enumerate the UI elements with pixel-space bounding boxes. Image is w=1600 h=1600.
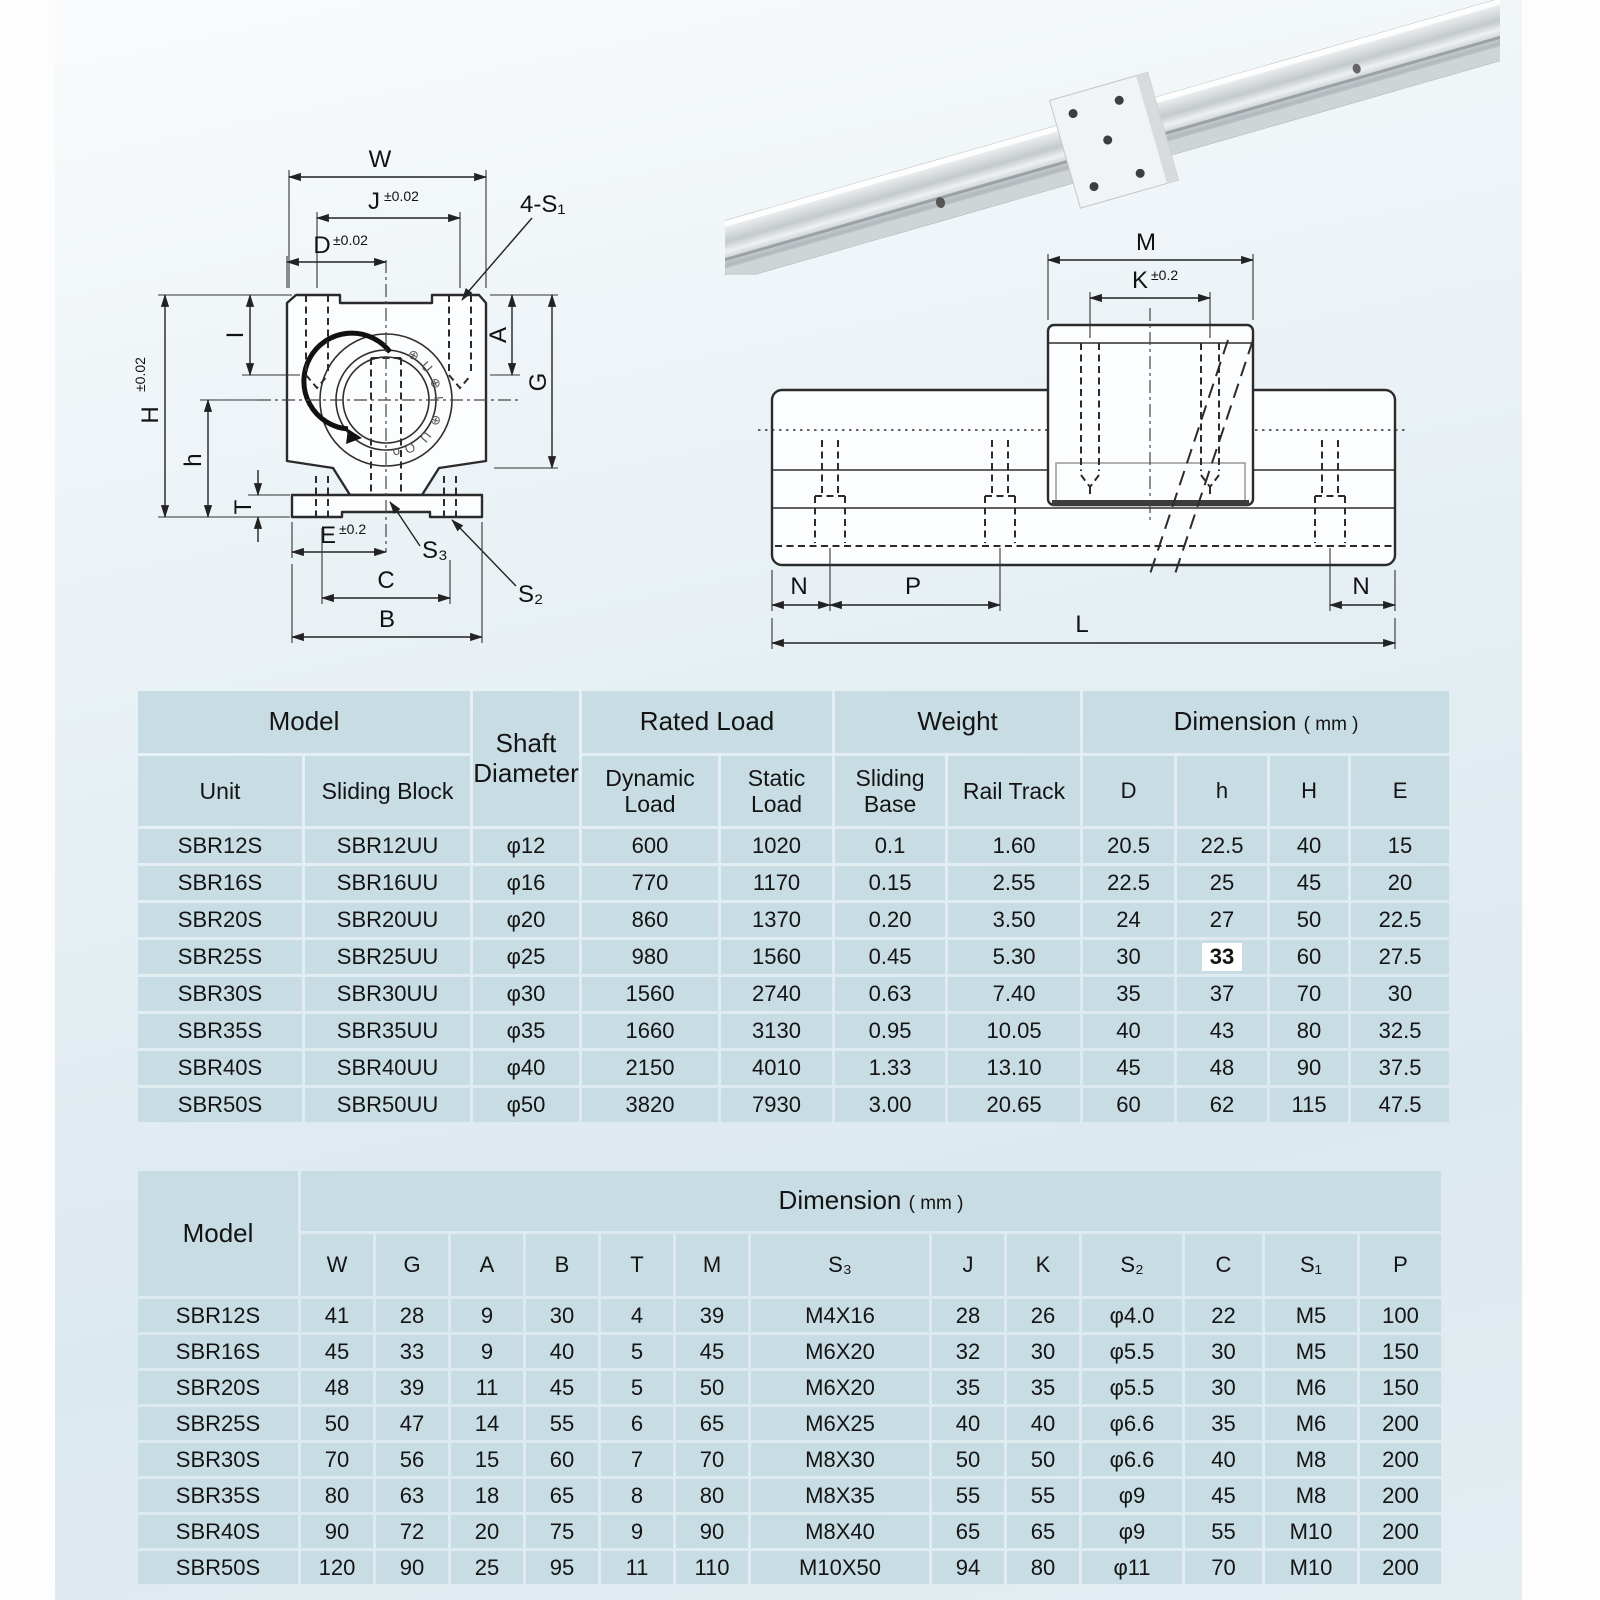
value-cell: 40: [1083, 1014, 1174, 1048]
value-cell: φ11: [1082, 1551, 1182, 1584]
dim-label-B: B: [378, 606, 396, 633]
value-cell: 20.65: [948, 1088, 1080, 1122]
model-cell: SBR12S: [138, 1299, 298, 1332]
value-cell: φ35: [473, 1014, 579, 1048]
value-cell: 40: [1270, 829, 1348, 863]
value-cell: 24: [1083, 903, 1174, 937]
col-header-static-load: Static Load: [721, 756, 832, 826]
value-cell: SBR25UU: [305, 940, 470, 974]
model-cell: SBR20S: [138, 1371, 298, 1404]
model-cell: SBR25S: [138, 940, 302, 974]
value-cell: 20: [1351, 866, 1449, 900]
value-cell: 2150: [582, 1051, 718, 1085]
value-cell: M6: [1265, 1371, 1357, 1404]
value-cell: 45: [676, 1335, 748, 1368]
value-cell: 90: [676, 1515, 748, 1548]
value-cell: 1.60: [948, 829, 1080, 863]
col-header-G: G: [376, 1234, 448, 1296]
svg-text:⊕: ⊕: [405, 345, 422, 364]
value-cell: 47: [376, 1407, 448, 1440]
front-view-drawing: [100, 120, 645, 665]
value-cell: 50: [1007, 1443, 1079, 1476]
value-cell: 1660: [582, 1014, 718, 1048]
svg-text:o: o: [391, 444, 403, 461]
col-header-W: W: [301, 1234, 373, 1296]
model-cell: SBR16S: [138, 1335, 298, 1368]
value-cell: 11: [601, 1551, 673, 1584]
table-row: [138, 1014, 1449, 1048]
value-cell: 6: [601, 1407, 673, 1440]
value-cell: M5: [1265, 1335, 1357, 1368]
value-cell: 39: [376, 1371, 448, 1404]
sub-header-row: [138, 1234, 1441, 1296]
dim-label-L: L: [1075, 611, 1089, 638]
value-cell: M6: [1265, 1407, 1357, 1440]
dim-tol-D: ±0.02: [333, 232, 368, 248]
value-cell: M10: [1265, 1551, 1357, 1584]
dimension-unit-label: ( mm ): [908, 1193, 964, 1215]
value-cell: 75: [526, 1515, 598, 1548]
sliding-block-photo: [1050, 72, 1179, 208]
value-cell: 80: [301, 1479, 373, 1512]
value-cell: 70: [1185, 1551, 1262, 1584]
value-cell: 770: [582, 866, 718, 900]
value-cell: 80: [1270, 1014, 1348, 1048]
model-cell: SBR50S: [138, 1088, 302, 1122]
value-cell: SBR30UU: [305, 977, 470, 1011]
value-cell: M8X40: [751, 1515, 929, 1548]
value-cell: φ25: [473, 940, 579, 974]
value-cell: 50: [676, 1371, 748, 1404]
value-cell: M8: [1265, 1443, 1357, 1476]
dim-label-J: J: [368, 188, 380, 215]
dim-label-N-left: N: [790, 573, 808, 600]
value-cell: 1370: [721, 903, 832, 937]
group-header-row: [138, 691, 1449, 753]
value-cell: 70: [301, 1443, 373, 1476]
value-cell: 115: [1270, 1088, 1348, 1122]
value-cell: 70: [676, 1443, 748, 1476]
value-cell: 50: [1270, 903, 1348, 937]
value-cell: 94: [932, 1551, 1004, 1584]
value-cell: M6X25: [751, 1407, 929, 1440]
value-cell: φ16: [473, 866, 579, 900]
col-header-T: T: [601, 1234, 673, 1296]
model-cell: SBR35S: [138, 1479, 298, 1512]
group-header-row: [138, 1171, 1441, 1231]
value-cell: 11: [451, 1371, 523, 1404]
value-cell: 30: [1083, 940, 1174, 974]
value-cell: 7.40: [948, 977, 1080, 1011]
dimension-unit-label: ( mm ): [1303, 714, 1359, 736]
value-cell: 3.50: [948, 903, 1080, 937]
value-cell: 65: [676, 1407, 748, 1440]
value-cell: 3820: [582, 1088, 718, 1122]
weight-group-header: Weight: [835, 691, 1080, 753]
block-base-outline: [292, 495, 482, 517]
model-cell: SBR16S: [138, 866, 302, 900]
table-row: [138, 1407, 1441, 1440]
side-view-drawing: [750, 228, 1510, 658]
model-cell: SBR12S: [138, 829, 302, 863]
value-cell: 37: [1177, 977, 1267, 1011]
value-cell: 2740: [721, 977, 832, 1011]
value-cell: 22.5: [1083, 866, 1174, 900]
value-cell: 25: [451, 1551, 523, 1584]
value-cell: 0.63: [835, 977, 945, 1011]
dim-label-H: H: [137, 406, 164, 424]
model-cell: SBR25S: [138, 1407, 298, 1440]
spec-table: [135, 688, 1452, 1125]
col-header-dynamic-load: Dynamic Load: [582, 756, 718, 826]
table-row: [138, 1335, 1441, 1368]
value-cell: M4X16: [751, 1299, 929, 1332]
value-cell: 200: [1360, 1515, 1441, 1548]
value-cell: 15: [451, 1443, 523, 1476]
value-cell: 48: [301, 1371, 373, 1404]
value-cell: 55: [1185, 1515, 1262, 1548]
table-row: [138, 1515, 1441, 1548]
value-cell: 8: [601, 1479, 673, 1512]
value-cell: 27: [1177, 903, 1267, 937]
value-cell: 1020: [721, 829, 832, 863]
table-row: [138, 1371, 1441, 1404]
value-cell: 20: [451, 1515, 523, 1548]
value-cell: 90: [301, 1515, 373, 1548]
table-row: [138, 1551, 1441, 1584]
dim-label-S2: S₂: [518, 581, 544, 608]
value-cell: 48: [1177, 1051, 1267, 1085]
dim-label-N-right: N: [1352, 573, 1370, 600]
value-cell: 50: [301, 1407, 373, 1440]
value-cell: 4: [601, 1299, 673, 1332]
value-cell: 55: [1007, 1479, 1079, 1512]
table-row: [138, 977, 1449, 1011]
value-cell: 0.95: [835, 1014, 945, 1048]
dim-label-A: A: [485, 326, 512, 344]
value-cell: 150: [1360, 1371, 1441, 1404]
value-cell: 150: [1360, 1335, 1441, 1368]
value-cell: 40: [1007, 1407, 1079, 1440]
value-cell: 37.5: [1351, 1051, 1449, 1085]
value-cell: 72: [376, 1515, 448, 1548]
table-row: [138, 940, 1449, 974]
value-cell: φ12: [473, 829, 579, 863]
col-header-h: h: [1177, 756, 1267, 826]
value-cell: 35: [932, 1371, 1004, 1404]
dim-label-4-S1: 4-S₁: [520, 191, 566, 218]
table-row: [138, 903, 1449, 937]
patched-value: 33: [1202, 943, 1242, 970]
dim-label-S3: S₃: [422, 537, 448, 564]
value-cell: 60: [526, 1443, 598, 1476]
value-cell: SBR16UU: [305, 866, 470, 900]
value-cell: 30: [1007, 1335, 1079, 1368]
value-cell: SBR12UU: [305, 829, 470, 863]
value-cell: 45: [301, 1335, 373, 1368]
value-cell: 45: [1083, 1051, 1174, 1085]
value-cell: 0.20: [835, 903, 945, 937]
svg-text:U: U: [418, 358, 436, 376]
model-group-header: Model: [138, 691, 470, 753]
value-cell: 980: [582, 940, 718, 974]
value-cell: 55: [932, 1479, 1004, 1512]
dimension-group-header: [1083, 691, 1449, 753]
value-cell: 22.5: [1351, 903, 1449, 937]
value-cell: 120: [301, 1551, 373, 1584]
value-cell: 33: [376, 1335, 448, 1368]
value-cell: 60: [1083, 1088, 1174, 1122]
value-cell: φ6.6: [1082, 1443, 1182, 1476]
value-cell: M10: [1265, 1515, 1357, 1548]
value-cell: 30: [1351, 977, 1449, 1011]
value-cell: φ9: [1082, 1479, 1182, 1512]
value-cell: 22: [1185, 1299, 1262, 1332]
value-cell: 9: [451, 1299, 523, 1332]
value-cell: 45: [526, 1371, 598, 1404]
value-cell: 63: [376, 1479, 448, 1512]
dim-label-G: G: [525, 372, 552, 392]
table-row: [138, 1479, 1441, 1512]
dim-label-E: E: [319, 522, 337, 549]
value-cell: 39: [676, 1299, 748, 1332]
dim-label-M: M: [1136, 229, 1156, 256]
value-cell: 65: [1007, 1515, 1079, 1548]
rated-load-group-header: Rated Load: [582, 691, 832, 753]
dimension-label: Dimension: [1173, 706, 1297, 737]
table-row: [138, 829, 1449, 863]
model-group-header: Model: [138, 1171, 298, 1296]
value-cell: 0.15: [835, 866, 945, 900]
value-cell: 1560: [582, 977, 718, 1011]
col-header-A: A: [451, 1234, 523, 1296]
value-cell: M6X20: [751, 1335, 929, 1368]
value-cell: 22.5: [1177, 829, 1267, 863]
col-header-M: M: [676, 1234, 748, 1296]
value-cell: 3130: [721, 1014, 832, 1048]
value-cell: 32: [932, 1335, 1004, 1368]
value-cell: 110: [676, 1551, 748, 1584]
table-row: [138, 1088, 1449, 1122]
table-row: [138, 1443, 1441, 1476]
value-cell: 10.05: [948, 1014, 1080, 1048]
value-cell: 65: [526, 1479, 598, 1512]
value-cell: 200: [1360, 1407, 1441, 1440]
value-cell: 0.45: [835, 940, 945, 974]
value-cell: 1560: [721, 940, 832, 974]
value-cell: φ9: [1082, 1515, 1182, 1548]
value-cell: 15: [1351, 829, 1449, 863]
value-cell: 2.55: [948, 866, 1080, 900]
dimension-group-header: [301, 1171, 1441, 1231]
value-cell: φ5.5: [1082, 1335, 1182, 1368]
value-cell: 1.33: [835, 1051, 945, 1085]
value-cell: 25: [1177, 866, 1267, 900]
col-header-C: C: [1185, 1234, 1262, 1296]
col-header-P: P: [1360, 1234, 1441, 1296]
dimension-table: [135, 1168, 1444, 1587]
value-cell: M8X35: [751, 1479, 929, 1512]
value-cell: 27.5: [1351, 940, 1449, 974]
table-row: [138, 1299, 1441, 1332]
value-cell: 5: [601, 1335, 673, 1368]
value-cell: φ30: [473, 977, 579, 1011]
value-cell: SBR20UU: [305, 903, 470, 937]
value-cell: 200: [1360, 1551, 1441, 1584]
value-cell: φ50: [473, 1088, 579, 1122]
value-cell: 860: [582, 903, 718, 937]
value-cell: 200: [1360, 1443, 1441, 1476]
value-cell: [1177, 940, 1267, 974]
value-cell: 3.00: [835, 1088, 945, 1122]
value-cell: SBR35UU: [305, 1014, 470, 1048]
model-cell: SBR30S: [138, 977, 302, 1011]
table-row: [138, 1051, 1449, 1085]
value-cell: 4010: [721, 1051, 832, 1085]
value-cell: 45: [1270, 866, 1348, 900]
value-cell: 80: [1007, 1551, 1079, 1584]
value-cell: SBR50UU: [305, 1088, 470, 1122]
model-cell: SBR30S: [138, 1443, 298, 1476]
dimension-label: Dimension: [778, 1185, 902, 1216]
value-cell: 1170: [721, 866, 832, 900]
value-cell: 45: [1185, 1479, 1262, 1512]
value-cell: 60: [1270, 940, 1348, 974]
value-cell: 80: [676, 1479, 748, 1512]
sub-header-row: [138, 756, 1449, 826]
dim-label-K: K: [1131, 267, 1149, 294]
dim-label-D: D: [313, 232, 331, 259]
value-cell: 90: [1270, 1051, 1348, 1085]
value-cell: M6X20: [751, 1371, 929, 1404]
value-cell: 65: [932, 1515, 1004, 1548]
value-cell: 14: [451, 1407, 523, 1440]
value-cell: 55: [526, 1407, 598, 1440]
svg-text:⊕: ⊕: [427, 413, 445, 428]
value-cell: φ40: [473, 1051, 579, 1085]
value-cell: 13.10: [948, 1051, 1080, 1085]
value-cell: M8X30: [751, 1443, 929, 1476]
value-cell: 600: [582, 829, 718, 863]
value-cell: φ20: [473, 903, 579, 937]
dim-tol-K: ±0.2: [1151, 267, 1179, 283]
value-cell: 5.30: [948, 940, 1080, 974]
dim-label-I: I: [222, 331, 249, 339]
col-header-S2: S₂: [1082, 1234, 1182, 1296]
col-header-unit: Unit: [138, 756, 302, 826]
model-cell: SBR50S: [138, 1551, 298, 1584]
value-cell: 41: [301, 1299, 373, 1332]
col-header-E: E: [1351, 756, 1449, 826]
value-cell: 7930: [721, 1088, 832, 1122]
dim-label-P: P: [904, 573, 922, 600]
table-row: [138, 866, 1449, 900]
value-cell: 30: [526, 1299, 598, 1332]
dim-tol-E: ±0.2: [339, 521, 367, 537]
value-cell: 40: [1185, 1443, 1262, 1476]
value-cell: 35: [1185, 1407, 1262, 1440]
value-cell: 28: [932, 1299, 1004, 1332]
model-cell: SBR35S: [138, 1014, 302, 1048]
dim-label-C: C: [377, 567, 395, 594]
value-cell: 100: [1360, 1299, 1441, 1332]
col-header-B: B: [526, 1234, 598, 1296]
col-header-sliding-block: Sliding Block: [305, 756, 470, 826]
svg-text:I: I: [431, 395, 447, 401]
value-cell: 95: [526, 1551, 598, 1584]
value-cell: φ4.0: [1082, 1299, 1182, 1332]
dim-tol-J: ±0.02: [384, 188, 419, 204]
col-header-S1: S₁: [1265, 1234, 1357, 1296]
svg-text:⊕: ⊕: [426, 375, 445, 392]
value-cell: 40: [526, 1335, 598, 1368]
value-cell: 200: [1360, 1479, 1441, 1512]
value-cell: SBR40UU: [305, 1051, 470, 1085]
dim-label-h: h: [180, 453, 207, 467]
svg-text:U: U: [416, 428, 435, 446]
dim-label-T: T: [230, 499, 257, 515]
value-cell: M5: [1265, 1299, 1357, 1332]
dim-tol-H: ±0.02: [132, 357, 148, 392]
value-cell: 35: [1007, 1371, 1079, 1404]
value-cell: 62: [1177, 1088, 1267, 1122]
value-cell: 40: [932, 1407, 1004, 1440]
value-cell: 0.1: [835, 829, 945, 863]
value-cell: 9: [601, 1515, 673, 1548]
shaft-diameter-header: Shaft Diameter: [473, 691, 579, 826]
value-cell: 30: [1185, 1335, 1262, 1368]
value-cell: 70: [1270, 977, 1348, 1011]
value-cell: 26: [1007, 1299, 1079, 1332]
value-cell: 50: [932, 1443, 1004, 1476]
value-cell: 18: [451, 1479, 523, 1512]
value-cell: 43: [1177, 1014, 1267, 1048]
dim-label-W: W: [368, 146, 392, 173]
col-header-rail-track: Rail Track: [948, 756, 1080, 826]
value-cell: 20.5: [1083, 829, 1174, 863]
value-cell: φ5.5: [1082, 1371, 1182, 1404]
model-cell: SBR40S: [138, 1051, 302, 1085]
value-cell: M10X50: [751, 1551, 929, 1584]
col-header-H: H: [1270, 756, 1348, 826]
model-cell: SBR20S: [138, 903, 302, 937]
value-cell: 56: [376, 1443, 448, 1476]
value-cell: 32.5: [1351, 1014, 1449, 1048]
value-cell: 90: [376, 1551, 448, 1584]
col-header-K: K: [1007, 1234, 1079, 1296]
model-cell: SBR40S: [138, 1515, 298, 1548]
col-header-S3: S₃: [751, 1234, 929, 1296]
col-header-sliding-base: Sliding Base: [835, 756, 945, 826]
value-cell: 28: [376, 1299, 448, 1332]
value-cell: 9: [451, 1335, 523, 1368]
value-cell: φ6.6: [1082, 1407, 1182, 1440]
svg-text:O: O: [401, 439, 419, 458]
col-header-J: J: [932, 1234, 1004, 1296]
value-cell: 35: [1083, 977, 1174, 1011]
value-cell: 7: [601, 1443, 673, 1476]
value-cell: 5: [601, 1371, 673, 1404]
value-cell: 47.5: [1351, 1088, 1449, 1122]
value-cell: 30: [1185, 1371, 1262, 1404]
col-header-D: D: [1083, 756, 1174, 826]
value-cell: M8: [1265, 1479, 1357, 1512]
